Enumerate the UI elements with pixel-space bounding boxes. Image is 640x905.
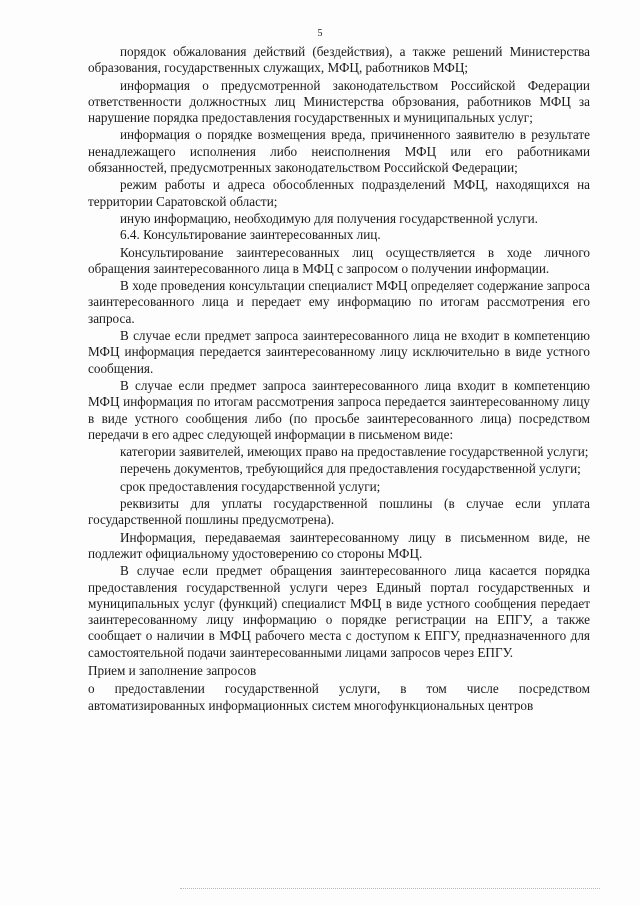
footer-divider: [180, 888, 600, 889]
paragraph: В ходе проведения консультации специалист МФЦ определяет содержание запроса заинтересованного лица и передает ему информацию по итогам рассмотрения его запроса.: [88, 278, 590, 326]
paragraph: В случае если предмет запроса заинтересованного лица входит в компетенцию МФЦ информация по итогам рассмотрения запроса передается заинтересованному лицу в виде устного сообщения либо (по просьбе заинтересованного лица) посредством передачи в его адрес следующей информации в письменом виде:: [88, 377, 590, 442]
paragraph: реквизиты для уплаты государственной пошлины (в случае если уплата государственной пошлины предусмотрена).: [88, 496, 590, 528]
document-body: [88, 44, 590, 714]
paragraph: Консультирование заинтересованных лиц осуществляется в ходе личного обращения заинтересованного лица в МФЦ с запросом о получении информации.: [88, 244, 590, 276]
paragraph: В случае если предмет запроса заинтересованного лица не входит в компетенцию МФЦ информация передается заинтересованному лицу исключительно в виде устного сообщения.: [88, 328, 590, 376]
paragraph: перечень документов, требующийся для предоставления государственной услуги;: [120, 461, 581, 477]
paragraph: категории заявителей, имеющих право на предоставление государственной услуги;: [120, 444, 589, 460]
page-number: 5: [317, 28, 323, 39]
paragraph: В случае если предмет обращения заинтересованного лица касается порядка предоставления государственной услуги через Единый портал государственных и муниципальных услуг (функций) специалист МФЦ в виде устного сообщения передает заинтересованному лицу информацию о порядке регистрации на ЕПГУ, а также сообщает о наличии в МФЦ рабочего места с доступом к ЕПГУ, предназначенного для самостоятельной подачи заинтересованными лицами запросов через ЕПГУ.: [88, 563, 590, 660]
paragraph: информация о предусмотренной законодательством Российской Федерации ответственности должностных лиц Министерства обрзования, работников МФЦ за нарушение порядка предоставления государственных и муниципальных услуг;: [88, 77, 590, 126]
section-heading-line-1: Прием и заполнение запросов: [88, 662, 257, 678]
paragraph: порядок обжалования действий (бездействия), а также решений Министерства образования, государственных служащих, МФЦ, работников МФЦ;: [88, 44, 590, 76]
paragraph: информация о порядке возмещения вреда, причиненного заявителю в результате ненадлежащего исполнения либо неисполнения МФЦ или его работниками обязанностей, предусмотренных законодательством Российской Федерации;: [88, 127, 590, 176]
section-heading-line-2: о предоставлении государственной услуги, в том числе посредством автоматизированных информационных систем многофункциональных центров: [88, 681, 590, 713]
paragraph: режим работы и адреса обособленных подразделений МФЦ, находящихся на территории Саратовской области;: [88, 177, 590, 209]
paragraph: 6.4. Консультирование заинтересованных лиц.: [120, 227, 381, 243]
paragraph: срок предоставления государственной услуги;: [120, 478, 381, 494]
paragraph: Информация, передаваемая заинтересованному лицу в письменном виде, не подлежит официальному удостоверению со стороны МФЦ.: [88, 529, 590, 561]
paragraph: иную информацию, необходимую для получения государственной услуги.: [120, 210, 538, 226]
